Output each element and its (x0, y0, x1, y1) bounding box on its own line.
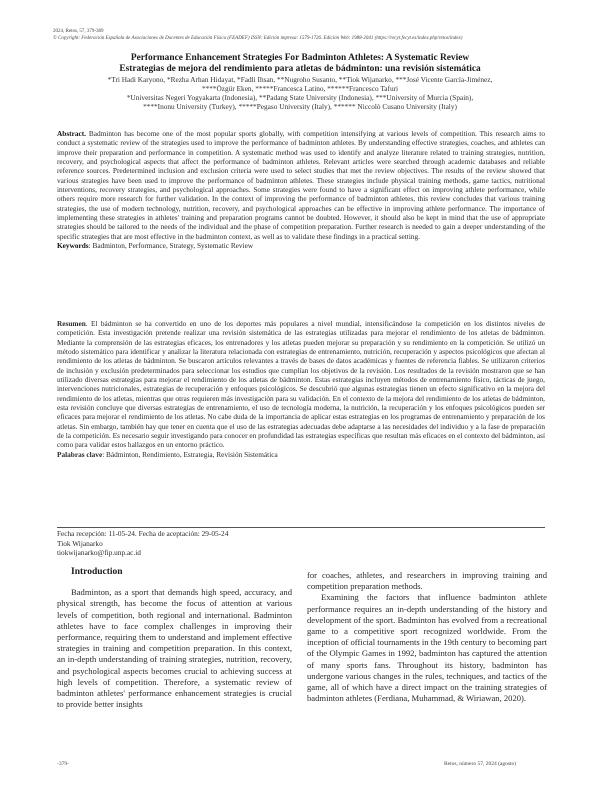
introduction-heading: Introduction (71, 567, 123, 577)
received-accepted-dates: Fecha recepción: 11-05-24. Fecha de aceptación: 29-05-24 (57, 529, 229, 538)
affiliations-line-2: ****Inonu University (Turkey), *****Pegaso University (Italy), ****** Niccolò Cusano University (Italy) (143, 102, 457, 111)
title-spanish: Estrategias de mejora del rendimiento para atletas de bádminton: una revisión sistemática (119, 64, 481, 74)
body-column-left (57, 567, 292, 710)
corresponding-email: tiokwijanarko@fip.unp.ac.id (57, 548, 141, 557)
keywords-label: Keywords (57, 241, 89, 251)
title-english: Performance Enhancement Strategies For Badminton Athletes: A Systematic Review (130, 53, 470, 63)
journal-issue-footer: Retos, número 57, 2024 (agosto) (444, 761, 517, 767)
palabras-clave-text: : Bádminton, Rendimiento, Estrategia, Revisión Sistemática (102, 449, 278, 459)
authors-line-2: ****Özgür Eken, *****Francesca Latino, ******Francesco Tafuri (201, 84, 399, 93)
title-block (50, 53, 550, 111)
abstract-label: Abstract. (57, 129, 86, 138)
corresponding-author: Tiok Wijanarko (57, 538, 103, 548)
resumen-label: Resumen (57, 319, 86, 328)
resumen (57, 319, 545, 459)
intro-paragraph-1: Badminton, as a sport that demands high speed, accuracy, and physical strength, has become the focus of attention at various levels of competition, both regional and international. Badminton athletes have to face complex challenges in improving their performance, requiring them to understand and implement effective strategies in training and competition preparation. In this context, an in-depth understanding of training strategies, nutrition, recovery, and psychological aspects becomes crucial to achieving success at high levels of competition. Therefore, a systematic review of badminton athletes' performance enhancement strategies is crucial to provide better insights (57, 587, 292, 710)
keywords-text: : Badminton, Performance, Strategy, Systematic Review (88, 241, 254, 251)
body-column-right (307, 570, 547, 704)
resumen-text: . El bádminton se ha convertido en uno de los deportes más populares a nivel mundial, intensificándose la competición en los distintos niveles de competición. Esta investigación pretende realizar una revisión sistemática de las estrategias utilizadas para mejorar el rendimiento de los atletas de bádminton. Mediante la comprensión de las estrategias eficaces, los entrenadores y los atletas pueden mejorar su preparación y su rendimiento en la competición. Se utilizó un método sistemático para identificar y analizar la literatura relacionada con estrategias de entrenamiento, nutrición, recuperación y aspectos psicológicos que afectan al rendimiento de los atletas de bádminton. Se buscaron artículos relevantes a través de bases de datos académicas y fuentes de referencia fiables. Se utilizaron criterios de inclusión y exclusión predeterminados para seleccionar los estudios que cumplían los objetivos de la revisión. Los resultados de la revisión mostraron que se han utilizado diversas estrategias para mejorar el rendimiento de los atletas de bádminton. Estas estrategias incluyen métodos de entrenamiento físico, tácticas de juego, intervenciones nutricionales, estrategias de recuperación y enfoques psicológicos. Se descubrió que algunas estrategias tienen un efecto significativo en la mejora del rendimiento de los atletas, mientras que otras requieren más investigación para su validación. En el contexto de la mejora del rendimiento de los atletas de bádminton, esta revisión concluye que diversas estrategias de entrenamiento, el uso de tecnología moderna, la nutrición, la recuperación y los enfoques psicológicos pueden ser eficaces para mejorar el rendimiento de los atletas. No cabe duda de la importancia de aplicar estas estrategias en los programas de entrenamiento y preparación de los atletas. Sin embargo, también hay que tener en cuenta que el uso de las estrategias adecuadas debe adaptarse a las necesidades del individuo y a la fase de preparación de la competición. Es necesario seguir investigando para conocer en profundidad las estrategias específicas que resultan más eficaces en el contexto del bádminton, así como para validar estos hallazgos en un entorno práctico. (57, 319, 545, 450)
palabras-clave-label: Palabras clave (57, 449, 103, 459)
abstract-text: Badminton has become one of the most popular sports globally, with competition intensifying at various levels of competition. This research aims to conduct a systematic review of the strategies used to improve the performance of badminton athletes. By understanding effective strategies, coaches, and athletes can improve their preparation and performance in competition. A systematic method was used to identify and analyze literature related to training strategies, nutrition, recovery, and psychological aspects that affect the performance of badminton athletes. Relevant articles were searched through academic databases and reliable reference sources. Predetermined inclusion and exclusion criteria were used to select studies that met the review objectives. The results of the review showed that various strategies have been used to improve the performance of badminton athletes. These strategies include physical training methods, game tactics, nutritional interventions, recovery strategies, and psychological approaches. Some strategies were found to have a significant effect on improving athlete performance, while others require more research for further validation. In the context of improving the performance of badminton athletes, this review concludes that various training strategies, the use of modern technology, nutrition, recovery, and psychological approaches can be effective in improving athlete performance. The importance of implementing these strategies in athletes' training and preparation programs cannot be doubted. However, it should also be kept in mind that the use of appropriate strategies should be tailored to the needs of the individual and the phase of competition preparation. Further research is needed to gain a deeper understanding of the specific strategies that are most effective in the badminton context, as well as to validate these findings in a practical setting. (57, 129, 545, 241)
intro-paragraph-1-continued: for coaches, athletes, and researchers in improving training and competition preparation methods. (307, 570, 547, 592)
intro-paragraph-2: Examining the factors that influence badminton athlete performance requires an in-depth understanding of the history and development of the sport. Badminton has evolved from a recreational game to a competitive sport recognized worldwide. From the inception of official tournaments in the 19th century to becoming part of the Olympic Games in 1992, badminton has captured the attention of many sports fans. Throughout its history, badminton has undergone various changes in the rules, techniques, and tactics of the game, all of which have a direct impact on the training strategies of badminton athletes (Ferdiana, Muhammad, & Wiriawan, 2020). (307, 592, 547, 704)
authors-line-1: *Tri Hadi Karyono, *Rezha Arhan Hidayat, *Fadli Ihsan, **Nugroho Susanto, **Tiok Wijanarko, ***José Vicente García-Jiménez, (107, 75, 493, 84)
citation-line: 2024, Retos, 57, 379-389 (53, 29, 104, 34)
submission-info (57, 529, 357, 558)
copyright-line: © Copyright: Federación Española de Asociaciones de Docentes de Educación Física (FEADEF) ISSN: Edición impresa: 1579-1726. Edición Web: 1988-2041 (https://recyt.fecyt.es/index.php/retos/index) (53, 36, 463, 41)
page-number: -379- (57, 761, 69, 767)
section-divider (57, 527, 545, 528)
abstract (57, 129, 545, 250)
affiliations-line-1: *Universitas Negeri Yogyakarta (Indonesia), **Padang State University (Indonesia), ***University of Murcia (Spain), (126, 93, 474, 102)
journal-header (53, 28, 553, 42)
